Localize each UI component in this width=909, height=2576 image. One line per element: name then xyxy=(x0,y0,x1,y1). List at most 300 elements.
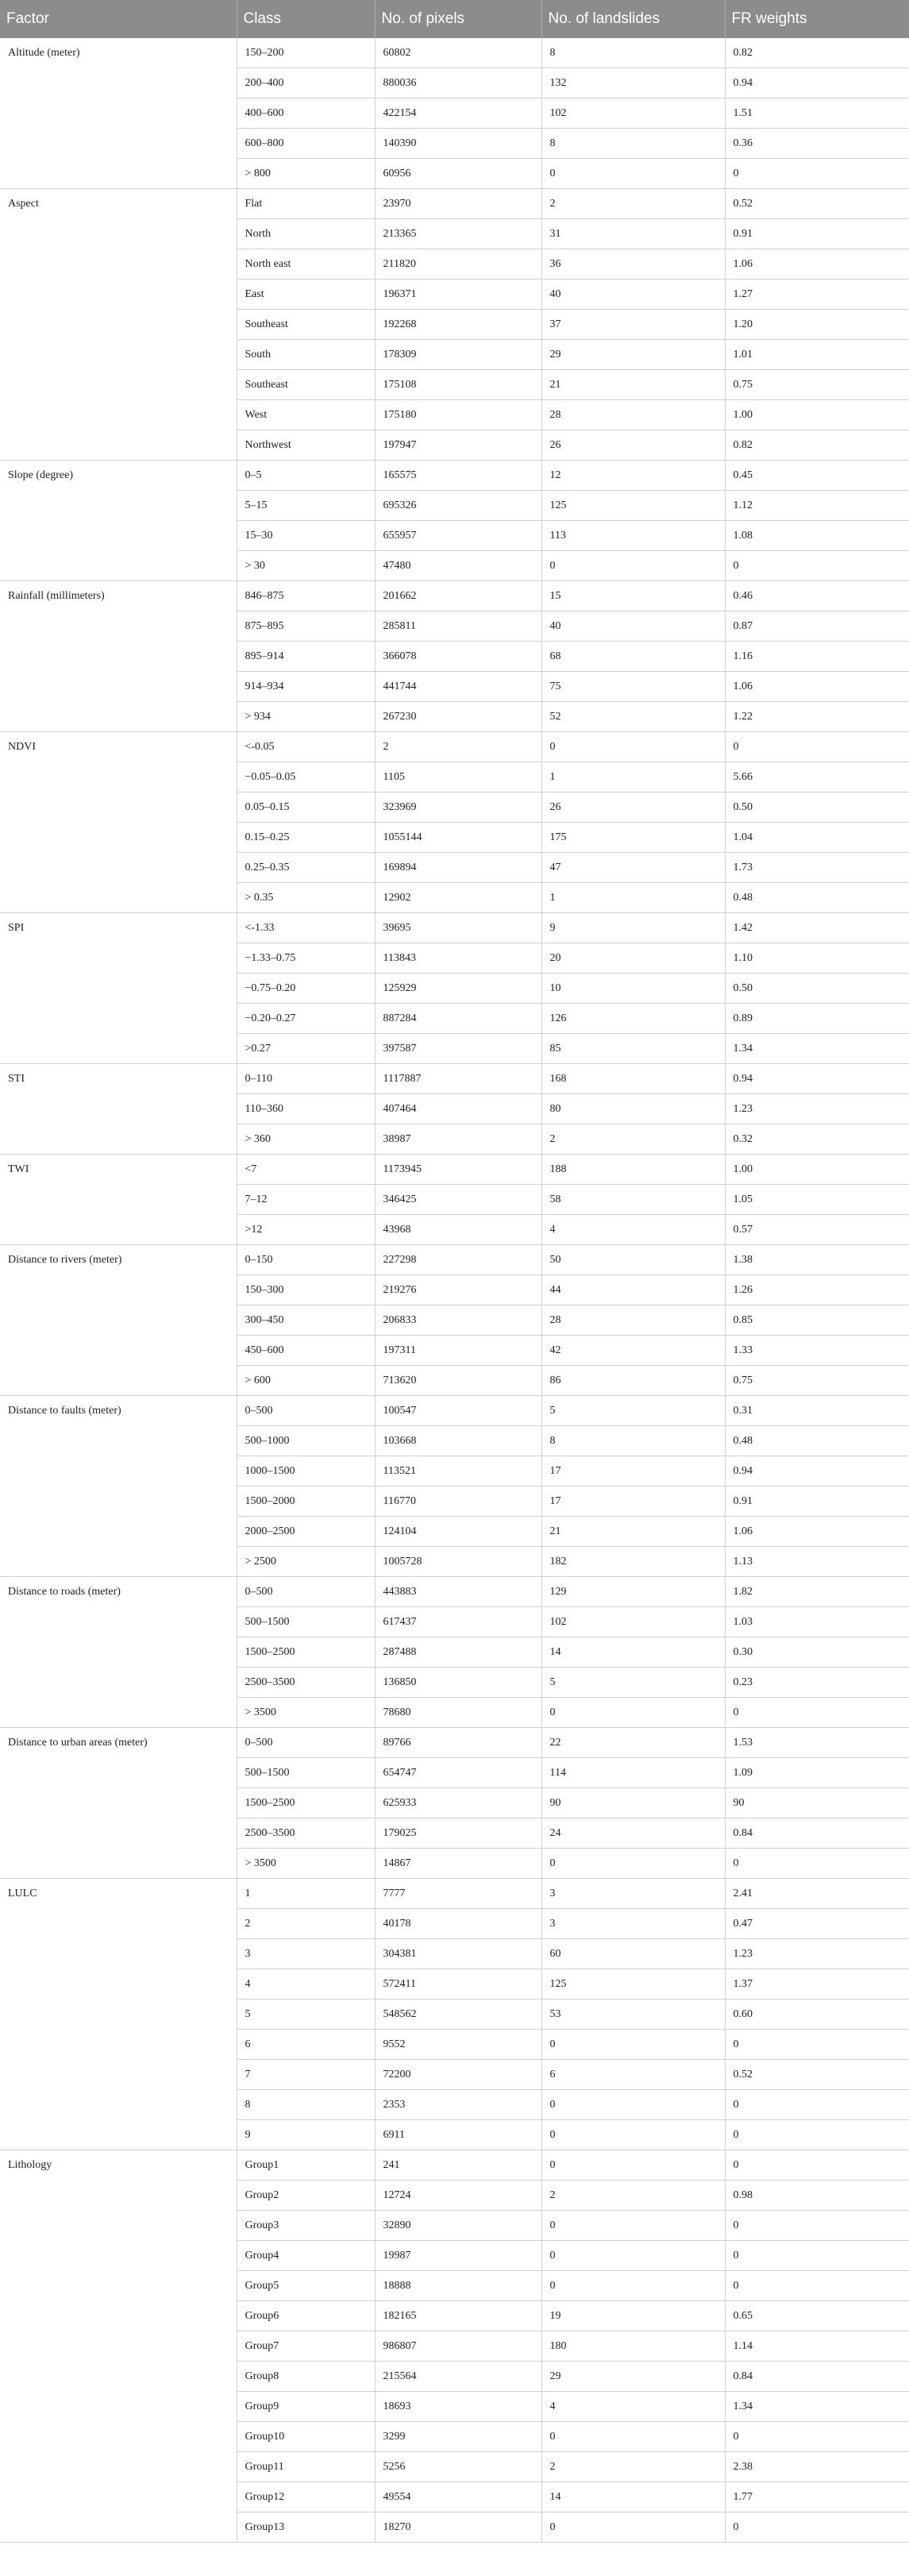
class-cell: 4 xyxy=(237,1969,375,1999)
landslides-cell: 47 xyxy=(541,853,725,883)
class-cell: 9 xyxy=(237,2120,375,2150)
class-cell: Group8 xyxy=(237,2362,375,2392)
fr-weight-cell: 0.60 xyxy=(725,1999,909,2030)
pixels-cell: 125929 xyxy=(375,974,541,1004)
pixels-cell: 1105 xyxy=(375,762,541,792)
table-row xyxy=(0,1155,909,1185)
landslides-cell: 102 xyxy=(541,1607,725,1637)
fr-weight-cell: 0.47 xyxy=(725,1909,909,1939)
pixels-cell: 213365 xyxy=(375,219,541,249)
factor-cell: Slope (degree) xyxy=(0,461,237,581)
pixels-cell: 49554 xyxy=(375,2482,541,2512)
class-cell: 846–875 xyxy=(237,581,375,611)
fr-weight-cell: 0 xyxy=(725,1849,909,1879)
landslides-cell: 5 xyxy=(541,1396,725,1426)
class-cell: Southeast xyxy=(237,310,375,340)
landslides-cell: 102 xyxy=(541,98,725,129)
class-cell: 0–500 xyxy=(237,1728,375,1758)
pixels-cell: 227298 xyxy=(375,1245,541,1275)
fr-weight-cell: 0 xyxy=(725,2211,909,2241)
fr-weight-cell: 1.00 xyxy=(725,400,909,430)
fr-weight-cell: 1.03 xyxy=(725,1607,909,1637)
class-cell: 875–895 xyxy=(237,611,375,642)
pixels-cell: 23970 xyxy=(375,189,541,219)
fr-weight-cell: 0.91 xyxy=(725,219,909,249)
class-cell: 15–30 xyxy=(237,521,375,551)
landslides-cell: 3 xyxy=(541,1879,725,1909)
landslides-cell: 168 xyxy=(541,1064,725,1094)
landslides-cell: 0 xyxy=(541,2211,725,2241)
fr-weight-cell: 0.32 xyxy=(725,1124,909,1155)
pixels-cell: 267230 xyxy=(375,702,541,732)
class-cell: 400–600 xyxy=(237,98,375,129)
landslides-cell: 14 xyxy=(541,2482,725,2512)
landslides-cell: 58 xyxy=(541,1185,725,1215)
landslides-cell: 129 xyxy=(541,1577,725,1607)
landslides-cell: 22 xyxy=(541,1728,725,1758)
fr-weight-cell: 1.04 xyxy=(725,823,909,853)
fr-weight-cell: 1.34 xyxy=(725,1034,909,1064)
class-cell: 5–15 xyxy=(237,491,375,521)
class-cell: 8 xyxy=(237,2090,375,2120)
factor-cell: Distance to urban areas (meter) xyxy=(0,1728,237,1879)
pixels-cell: 887284 xyxy=(375,1004,541,1034)
pixels-cell: 654747 xyxy=(375,1758,541,1788)
class-cell: 0–500 xyxy=(237,1577,375,1607)
landslides-cell: 2 xyxy=(541,2181,725,2211)
fr-weight-cell: 1.34 xyxy=(725,2392,909,2422)
landslides-cell: 0 xyxy=(541,732,725,762)
pixels-cell: 116770 xyxy=(375,1487,541,1517)
pixels-cell: 548562 xyxy=(375,1999,541,2030)
pixels-cell: 43968 xyxy=(375,1215,541,1245)
landslides-cell: 0 xyxy=(541,2150,725,2181)
fr-weight-cell: 1.82 xyxy=(725,1577,909,1607)
pixels-cell: 366078 xyxy=(375,642,541,672)
pixels-cell: 169894 xyxy=(375,853,541,883)
pixels-cell: 3299 xyxy=(375,2422,541,2452)
factor-cell: Distance to rivers (meter) xyxy=(0,1245,237,1396)
pixels-cell: 713620 xyxy=(375,1366,541,1396)
class-cell: 150–200 xyxy=(237,38,375,68)
header-factor: Factor xyxy=(0,0,237,38)
pixels-cell: 175180 xyxy=(375,400,541,430)
landslides-cell: 26 xyxy=(541,792,725,823)
fr-weight-cell: 0 xyxy=(725,2241,909,2271)
class-cell: 7–12 xyxy=(237,1185,375,1215)
pixels-cell: 14867 xyxy=(375,1849,541,1879)
fr-weight-cell: 1.53 xyxy=(725,1728,909,1758)
landslides-cell: 0 xyxy=(541,2422,725,2452)
pixels-cell: 1055144 xyxy=(375,823,541,853)
class-cell: 1500–2000 xyxy=(237,1487,375,1517)
landslides-cell: 2 xyxy=(541,1124,725,1155)
landslides-cell: 0 xyxy=(541,2030,725,2060)
pixels-cell: 215564 xyxy=(375,2362,541,2392)
fr-weight-cell: 0 xyxy=(725,2030,909,2060)
pixels-cell: 100547 xyxy=(375,1396,541,1426)
class-cell: South xyxy=(237,340,375,370)
landslides-cell: 0 xyxy=(541,1849,725,1879)
fr-weight-cell: 1.22 xyxy=(725,702,909,732)
pixels-cell: 18270 xyxy=(375,2512,541,2543)
pixels-cell: 38987 xyxy=(375,1124,541,1155)
class-cell: 7 xyxy=(237,2060,375,2090)
landslides-cell: 188 xyxy=(541,1155,725,1185)
pixels-cell: 192268 xyxy=(375,310,541,340)
pixels-cell: 655957 xyxy=(375,521,541,551)
header-landslides: No. of landslides xyxy=(541,0,725,38)
pixels-cell: 175108 xyxy=(375,370,541,400)
class-cell: East xyxy=(237,280,375,310)
class-cell: 110–360 xyxy=(237,1094,375,1124)
landslides-cell: 0 xyxy=(541,2271,725,2301)
landslides-cell: 1 xyxy=(541,762,725,792)
class-cell: > 800 xyxy=(237,159,375,189)
fr-weight-cell: 1.08 xyxy=(725,521,909,551)
table-header xyxy=(0,0,909,38)
pixels-cell: 5256 xyxy=(375,2452,541,2482)
fr-weight-cell: 0.50 xyxy=(725,792,909,823)
factor-cell: LULC xyxy=(0,1879,237,2150)
pixels-cell: 2 xyxy=(375,732,541,762)
pixels-cell: 695326 xyxy=(375,491,541,521)
landslides-cell: 0 xyxy=(541,2512,725,2543)
pixels-cell: 323969 xyxy=(375,792,541,823)
class-cell: 450–600 xyxy=(237,1336,375,1366)
pixels-cell: 39695 xyxy=(375,913,541,943)
class-cell: 0–5 xyxy=(237,461,375,491)
landslides-cell: 24 xyxy=(541,1818,725,1849)
fr-weight-cell: 0 xyxy=(725,2271,909,2301)
landslides-cell: 0 xyxy=(541,551,725,581)
landslides-cell: 21 xyxy=(541,370,725,400)
pixels-cell: 211820 xyxy=(375,249,541,280)
pixels-cell: 113843 xyxy=(375,943,541,974)
fr-weight-cell: 0.75 xyxy=(725,1366,909,1396)
class-cell: 0–500 xyxy=(237,1396,375,1426)
pixels-cell: 12902 xyxy=(375,883,541,913)
pixels-cell: 89766 xyxy=(375,1728,541,1758)
pixels-cell: 140390 xyxy=(375,129,541,159)
fr-weight-cell: 0.94 xyxy=(725,1064,909,1094)
landslides-cell: 0 xyxy=(541,1698,725,1728)
fr-weight-cell: 1.09 xyxy=(725,1758,909,1788)
pixels-cell: 201662 xyxy=(375,581,541,611)
pixels-cell: 1117887 xyxy=(375,1064,541,1094)
landslides-cell: 125 xyxy=(541,491,725,521)
class-cell: Group2 xyxy=(237,2181,375,2211)
pixels-cell: 60802 xyxy=(375,38,541,68)
pixels-cell: 407464 xyxy=(375,1094,541,1124)
pixels-cell: 219276 xyxy=(375,1275,541,1305)
class-cell: 1500–2500 xyxy=(237,1637,375,1668)
class-cell: >12 xyxy=(237,1215,375,1245)
fr-weight-cell: 0 xyxy=(725,2512,909,2543)
class-cell: Group13 xyxy=(237,2512,375,2543)
landslides-cell: 31 xyxy=(541,219,725,249)
pixels-cell: 285811 xyxy=(375,611,541,642)
class-cell: > 0.35 xyxy=(237,883,375,913)
pixels-cell: 113521 xyxy=(375,1456,541,1487)
class-cell: > 3500 xyxy=(237,1698,375,1728)
class-cell: North east xyxy=(237,249,375,280)
landslides-cell: 182 xyxy=(541,1547,725,1577)
fr-weight-cell: 0 xyxy=(725,551,909,581)
class-cell: Group3 xyxy=(237,2211,375,2241)
table-row xyxy=(0,1577,909,1607)
pixels-cell: 18888 xyxy=(375,2271,541,2301)
class-cell: −0.05–0.05 xyxy=(237,762,375,792)
fr-weight-cell: 0.85 xyxy=(725,1305,909,1336)
class-cell: > 30 xyxy=(237,551,375,581)
pixels-cell: 443883 xyxy=(375,1577,541,1607)
class-cell: 3 xyxy=(237,1939,375,1969)
landslides-cell: 40 xyxy=(541,280,725,310)
pixels-cell: 880036 xyxy=(375,68,541,98)
fr-weight-cell: 0.45 xyxy=(725,461,909,491)
class-cell: 0–110 xyxy=(237,1064,375,1094)
class-cell: Group7 xyxy=(237,2331,375,2362)
fr-weight-cell: 0.30 xyxy=(725,1637,909,1668)
class-cell: Group5 xyxy=(237,2271,375,2301)
class-cell: 1 xyxy=(237,1879,375,1909)
landslides-cell: 20 xyxy=(541,943,725,974)
table-row xyxy=(0,913,909,943)
class-cell: 500–1500 xyxy=(237,1758,375,1788)
landslides-cell: 175 xyxy=(541,823,725,853)
landslides-cell: 75 xyxy=(541,672,725,702)
class-cell: Southeast xyxy=(237,370,375,400)
pixels-cell: 32890 xyxy=(375,2211,541,2241)
class-cell: > 2500 xyxy=(237,1547,375,1577)
pixels-cell: 9552 xyxy=(375,2030,541,2060)
class-cell: 0.05–0.15 xyxy=(237,792,375,823)
landslides-cell: 0 xyxy=(541,2241,725,2271)
landslides-cell: 113 xyxy=(541,521,725,551)
pixels-cell: 6911 xyxy=(375,2120,541,2150)
table-row xyxy=(0,1064,909,1094)
fr-weight-cell: 1.33 xyxy=(725,1336,909,1366)
class-cell: > 600 xyxy=(237,1366,375,1396)
fr-weight-cell: 0.89 xyxy=(725,1004,909,1034)
header-pixels: No. of pixels xyxy=(375,0,541,38)
fr-weight-cell: 0.84 xyxy=(725,1818,909,1849)
landslides-cell: 125 xyxy=(541,1969,725,1999)
pixels-cell: 625933 xyxy=(375,1788,541,1818)
fr-weight-cell: 1.00 xyxy=(725,1155,909,1185)
fr-weight-cell: 0 xyxy=(725,1698,909,1728)
table-row xyxy=(0,461,909,491)
fr-weight-cell: 0.48 xyxy=(725,883,909,913)
fr-weight-cell: 0.52 xyxy=(725,189,909,219)
fr-weight-cell: 0.75 xyxy=(725,370,909,400)
landslides-cell: 0 xyxy=(541,2090,725,2120)
fr-weight-cell: 1.01 xyxy=(725,340,909,370)
fr-weight-cell: 1.14 xyxy=(725,2331,909,2362)
table-row xyxy=(0,1396,909,1426)
pixels-cell: 18693 xyxy=(375,2392,541,2422)
table-body xyxy=(0,38,909,2543)
factor-cell: SPI xyxy=(0,913,237,1064)
class-cell: <-1.33 xyxy=(237,913,375,943)
pixels-cell: 182165 xyxy=(375,2301,541,2331)
fr-weight-cell: 0.46 xyxy=(725,581,909,611)
fr-weight-cell: 1.12 xyxy=(725,491,909,521)
fr-weight-cell: 1.26 xyxy=(725,1275,909,1305)
pixels-cell: 422154 xyxy=(375,98,541,129)
landslides-cell: 28 xyxy=(541,400,725,430)
pixels-cell: 206833 xyxy=(375,1305,541,1336)
factor-cell: Distance to roads (meter) xyxy=(0,1577,237,1728)
landslides-cell: 29 xyxy=(541,2362,725,2392)
fr-weight-cell: 0.82 xyxy=(725,38,909,68)
landslides-cell: 15 xyxy=(541,581,725,611)
landslides-cell: 132 xyxy=(541,68,725,98)
landslides-cell: 85 xyxy=(541,1034,725,1064)
pixels-cell: 103668 xyxy=(375,1426,541,1456)
fr-weight-cell: 1.23 xyxy=(725,1094,909,1124)
factor-cell: Rainfall (millimeters) xyxy=(0,581,237,732)
factor-cell: Aspect xyxy=(0,189,237,461)
fr-weight-cell: 0 xyxy=(725,2150,909,2181)
landslides-cell: 5 xyxy=(541,1668,725,1698)
class-cell: >0.27 xyxy=(237,1034,375,1064)
landslides-cell: 26 xyxy=(541,430,725,461)
table-row xyxy=(0,581,909,611)
fr-weight-cell: 1.42 xyxy=(725,913,909,943)
pixels-cell: 72200 xyxy=(375,2060,541,2090)
table-row xyxy=(0,732,909,762)
class-cell: 6 xyxy=(237,2030,375,2060)
pixels-cell: 617437 xyxy=(375,1607,541,1637)
class-cell: 1000–1500 xyxy=(237,1456,375,1487)
class-cell: West xyxy=(237,400,375,430)
pixels-cell: 1005728 xyxy=(375,1547,541,1577)
class-cell: −0.20–0.27 xyxy=(237,1004,375,1034)
pixels-cell: 197311 xyxy=(375,1336,541,1366)
landslides-cell: 180 xyxy=(541,2331,725,2362)
landslides-cell: 29 xyxy=(541,340,725,370)
landslides-cell: 40 xyxy=(541,611,725,642)
landslides-cell: 44 xyxy=(541,1275,725,1305)
class-cell: 1500–2500 xyxy=(237,1788,375,1818)
pixels-cell: 12724 xyxy=(375,2181,541,2211)
pixels-cell: 60956 xyxy=(375,159,541,189)
fr-weight-cell: 1.13 xyxy=(725,1547,909,1577)
class-cell: 5 xyxy=(237,1999,375,2030)
factor-cell: Lithology xyxy=(0,2150,237,2543)
landslides-cell: 0 xyxy=(541,2120,725,2150)
landslides-cell: 6 xyxy=(541,2060,725,2090)
fr-weight-cell: 90 xyxy=(725,1788,909,1818)
landslides-cell: 90 xyxy=(541,1788,725,1818)
table-row xyxy=(0,1245,909,1275)
fr-weight-cell: 0.31 xyxy=(725,1396,909,1426)
pixels-cell: 196371 xyxy=(375,280,541,310)
pixels-cell: 304381 xyxy=(375,1939,541,1969)
factor-cell: NDVI xyxy=(0,732,237,913)
factor-cell: Distance to faults (meter) xyxy=(0,1396,237,1577)
class-cell: 895–914 xyxy=(237,642,375,672)
fr-weight-cell: 1.77 xyxy=(725,2482,909,2512)
class-cell: 914–934 xyxy=(237,672,375,702)
pixels-cell: 346425 xyxy=(375,1185,541,1215)
class-cell: <-0.05 xyxy=(237,732,375,762)
header-row xyxy=(0,0,909,38)
header-fr-weights: FR weights xyxy=(725,0,909,38)
pixels-cell: 78680 xyxy=(375,1698,541,1728)
class-cell: −0.75–0.20 xyxy=(237,974,375,1004)
class-cell: 2 xyxy=(237,1909,375,1939)
landslides-cell: 86 xyxy=(541,1366,725,1396)
pixels-cell: 397587 xyxy=(375,1034,541,1064)
class-cell: 2500–3500 xyxy=(237,1668,375,1698)
pixels-cell: 441744 xyxy=(375,672,541,702)
pixels-cell: 287488 xyxy=(375,1637,541,1668)
pixels-cell: 47480 xyxy=(375,551,541,581)
class-cell: > 934 xyxy=(237,702,375,732)
factor-cell: Altitude (meter) xyxy=(0,38,237,189)
landslides-cell: 68 xyxy=(541,642,725,672)
fr-weight-cell: 1.06 xyxy=(725,249,909,280)
fr-weight-cell: 2.41 xyxy=(725,1879,909,1909)
class-cell: Group11 xyxy=(237,2452,375,2482)
landslides-cell: 80 xyxy=(541,1094,725,1124)
fr-weight-cell: 1.10 xyxy=(725,943,909,974)
pixels-cell: 179025 xyxy=(375,1818,541,1849)
pixels-cell: 986807 xyxy=(375,2331,541,2362)
fr-weight-cell: 0 xyxy=(725,2090,909,2120)
fr-weight-cell: 0.91 xyxy=(725,1487,909,1517)
landslides-cell: 19 xyxy=(541,2301,725,2331)
landslides-cell: 8 xyxy=(541,1426,725,1456)
pixels-cell: 1173945 xyxy=(375,1155,541,1185)
factor-cell: TWI xyxy=(0,1155,237,1245)
landslides-cell: 1 xyxy=(541,883,725,913)
table-row xyxy=(0,38,909,68)
class-cell: 300–450 xyxy=(237,1305,375,1336)
landslides-cell: 4 xyxy=(541,1215,725,1245)
landslides-cell: 12 xyxy=(541,461,725,491)
fr-weight-cell: 1.27 xyxy=(725,280,909,310)
class-cell: Northwest xyxy=(237,430,375,461)
landslides-cell: 8 xyxy=(541,38,725,68)
landslides-cell: 42 xyxy=(541,1336,725,1366)
landslides-cell: 60 xyxy=(541,1939,725,1969)
fr-weight-cell: 1.20 xyxy=(725,310,909,340)
fr-weight-cell: 1.16 xyxy=(725,642,909,672)
class-cell: Group12 xyxy=(237,2482,375,2512)
landslides-cell: 2 xyxy=(541,2452,725,2482)
class-cell: > 360 xyxy=(237,1124,375,1155)
pixels-cell: 241 xyxy=(375,2150,541,2181)
landslides-cell: 50 xyxy=(541,1245,725,1275)
fr-weight-cell: 1.73 xyxy=(725,853,909,883)
fr-weight-cell: 1.23 xyxy=(725,1939,909,1969)
landslides-cell: 52 xyxy=(541,702,725,732)
class-cell: Group4 xyxy=(237,2241,375,2271)
class-cell: 500–1000 xyxy=(237,1426,375,1456)
class-cell: North xyxy=(237,219,375,249)
class-cell: 0.25–0.35 xyxy=(237,853,375,883)
fr-weight-cell: 0.84 xyxy=(725,2362,909,2392)
landslides-cell: 53 xyxy=(541,1999,725,2030)
fr-weight-cell: 1.38 xyxy=(725,1245,909,1275)
fr-weight-cell: 0.23 xyxy=(725,1668,909,1698)
class-cell: Group1 xyxy=(237,2150,375,2181)
landslides-cell: 17 xyxy=(541,1456,725,1487)
